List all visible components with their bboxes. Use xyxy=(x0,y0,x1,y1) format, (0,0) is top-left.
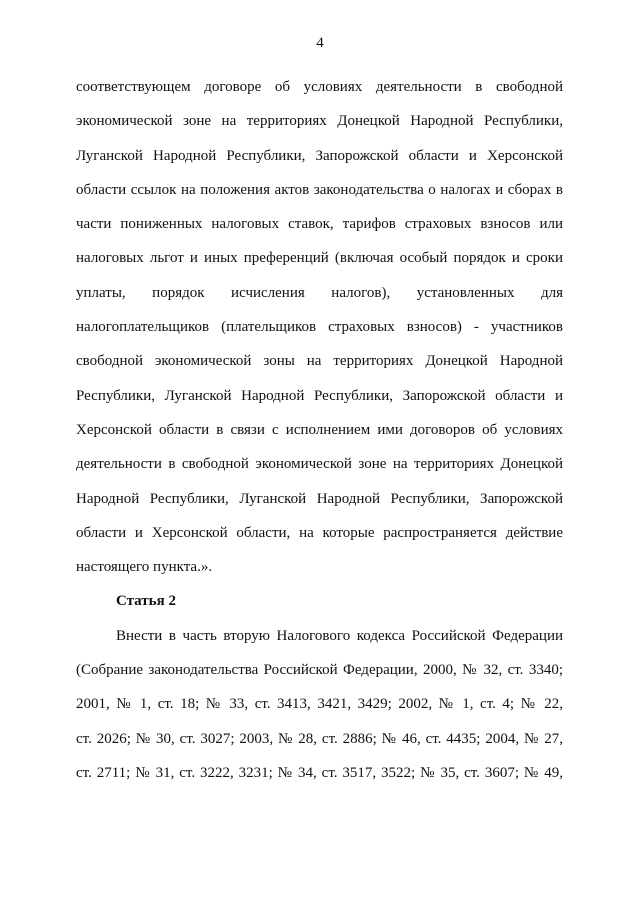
text-line: Херсонской области в связи с исполнением ими договоров об условиях xyxy=(76,421,563,438)
text-line: 2001, № 1, ст. 18; № 33, ст. 3413, 3421, 3429; 2002, № 1, ст. 4; № 22, xyxy=(76,696,563,713)
text-line: Народной Республики, Луганской Народной Республики, Запорожской xyxy=(76,490,563,507)
text-line: области ссылок на положения актов законодательства о налогах и сборах в xyxy=(76,181,563,198)
text-line: настоящего пункта.». xyxy=(76,559,213,576)
text-line: соответствующем договоре об условиях деятельности в свободной xyxy=(76,79,563,95)
article-heading: Статья 2 xyxy=(116,593,176,610)
page-number: 4 xyxy=(316,35,324,51)
text-line: (Собрание законодательства Российской Федерации, 2000, № 32, ст. 3340; xyxy=(76,662,563,679)
text-line: ст. 2026; № 30, ст. 3027; 2003, № 28, ст. 2886; № 46, ст. 4435; 2004, № 27, xyxy=(76,730,563,747)
text-line: уплаты, порядок исчисления налогов), установленных для xyxy=(76,284,563,301)
document-body xyxy=(76,70,563,790)
text-line: Республики, Луганской Народной Республики, Запорожской области и xyxy=(76,387,563,404)
text-line: экономической зоне на территориях Донецкой Народной Республики, xyxy=(76,113,563,130)
text-line: свободной экономической зоны на территориях Донецкой Народной xyxy=(76,353,563,370)
paragraph-continued xyxy=(76,70,563,584)
text-line: части пониженных налоговых ставок, тарифов страховых взносов или xyxy=(76,216,563,233)
text-line: налогоплательщиков (плательщиков страховых взносов) - участников xyxy=(76,319,563,336)
text-line: Внести в часть вторую Налогового кодекса Российской Федерации xyxy=(116,627,563,644)
text-line: ст. 2711; № 31, ст. 3222, 3231; № 34, ст. 3517, 3522; № 35, ст. 3607; № 49, xyxy=(76,764,563,781)
text-line: налоговых льгот и иных преференций (включая особый порядок и сроки xyxy=(76,250,563,267)
text-line: области и Херсонской области, на которые распространяется действие xyxy=(76,524,563,541)
article-paragraph xyxy=(76,619,563,790)
text-line: деятельности в свободной экономической зоне на территориях Донецкой xyxy=(76,456,563,473)
text-line: Луганской Народной Республики, Запорожской области и Херсонской xyxy=(76,147,563,164)
